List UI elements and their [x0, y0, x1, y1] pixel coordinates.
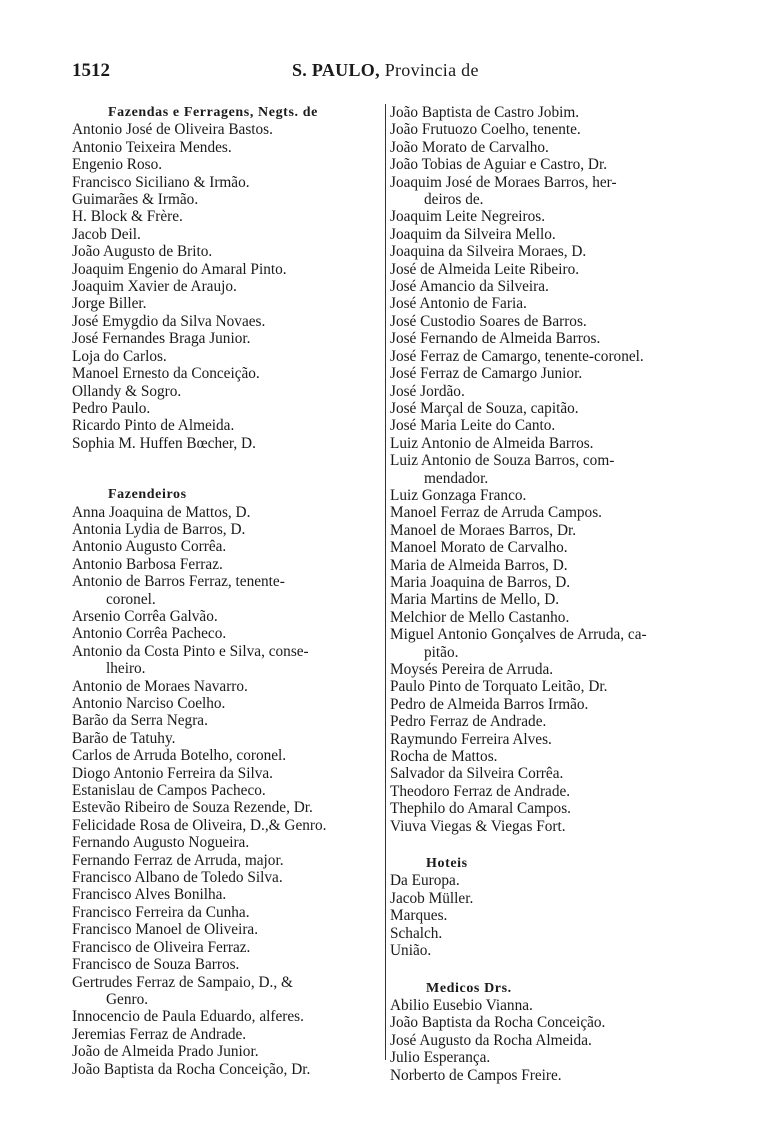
list-item: José Emygdio da Silva Novaes.	[72, 312, 266, 330]
list-item: João Augusto de Brito.	[72, 243, 213, 261]
entry-text: Joaquim José de Moraes Barros, her-	[390, 173, 617, 191]
list-item: Joaquim Xavier de Araujo.	[72, 278, 237, 296]
list-item: José Augusto da Rocha Almeida.	[390, 1031, 592, 1049]
list-item	[390, 208, 690, 225]
list-item	[390, 174, 690, 209]
entry-text: Maria de Almeida Barros, D.	[390, 556, 568, 574]
entry-text: Joaquina da Silveira Moraes, D.	[390, 243, 587, 261]
entry-text: Gertrudes Ferraz de Sampaio, D., &	[72, 973, 293, 991]
list-item	[390, 626, 690, 661]
list-item: Schalch.	[390, 924, 443, 942]
list-item: União.	[390, 942, 432, 960]
list-item	[390, 243, 690, 260]
entry-text: Antonio de Moraes Navarro.	[72, 677, 248, 695]
list-item	[72, 974, 380, 1009]
list-item	[390, 800, 690, 817]
list-item	[72, 556, 380, 573]
list-item	[390, 330, 690, 347]
entry-text: Francisco Ferreira da Cunha.	[72, 903, 250, 921]
section-heading: Medicos Drs.	[426, 980, 512, 996]
list-item	[390, 400, 690, 417]
section-gap	[72, 452, 380, 486]
list-item	[72, 834, 380, 851]
list-item	[390, 557, 690, 574]
list-item	[72, 921, 380, 938]
entry-text: Francisco de Souza Barros.	[72, 956, 240, 974]
list-item: Joaquim Engenio do Amaral Pinto.	[72, 260, 287, 278]
left-column	[72, 104, 380, 1078]
list-item	[390, 365, 690, 382]
list-item	[72, 695, 380, 712]
list-item	[390, 348, 690, 365]
section-heading: Fazendas e Ferragens, Negts. de	[108, 105, 318, 120]
entry-text: José Custodio Soares de Barros.	[390, 312, 587, 330]
entry-text: Thephilo do Amaral Campos.	[390, 800, 571, 818]
entry-text: Theodoro Ferraz de Andrade.	[390, 782, 571, 800]
fazendeiros-list-continued	[390, 104, 690, 835]
entry-text: Salvador da Silveira Corrêa.	[390, 765, 564, 783]
fazendeiros-list	[72, 504, 380, 1078]
list-item: Marques.	[390, 907, 448, 925]
place-name: S. PAULO,	[292, 60, 380, 80]
entry-text: Anna Joaquina de Mattos, D.	[72, 503, 251, 521]
entry-text: Antonio da Costa Pinto e Silva, conse-	[72, 642, 309, 660]
section-gap	[390, 960, 690, 980]
entry-text: Arsenio Corrêa Galvão.	[72, 607, 218, 625]
entry-text: José Marçal de Souza, capitão.	[390, 399, 579, 417]
list-item	[72, 1008, 380, 1025]
entry-text: José Antonio de Faria.	[390, 295, 527, 313]
list-item	[72, 956, 380, 973]
list-item	[390, 818, 690, 835]
entry-text: Estevão Ribeiro de Souza Rezende, Dr.	[72, 799, 313, 817]
list-item: Loja do Carlos.	[72, 347, 167, 365]
list-item: Ollandy & Sogro.	[72, 382, 182, 400]
list-item: Jacob Deil.	[72, 225, 141, 243]
column-divider	[385, 104, 386, 1060]
entry-text: Luiz Antonio de Souza Barros, com-	[390, 452, 615, 470]
entry-text: Antonio Barbosa Ferraz.	[72, 555, 223, 573]
entry-text: Maria Joaquina de Barros, D.	[390, 573, 571, 591]
list-item	[72, 765, 380, 782]
entry-text: Francisco Manoel de Oliveira.	[72, 921, 259, 939]
list-item	[390, 121, 690, 138]
entry-continuation: lheiro.	[106, 660, 146, 678]
entry-continuation: mendador.	[424, 469, 489, 487]
list-item	[72, 573, 380, 608]
entry-text: Fernando Ferraz de Arruda, major.	[72, 851, 284, 869]
entry-text: Paulo Pinto de Torquato Leitão, Dr.	[390, 678, 608, 696]
list-item: João Baptista da Rocha Conceição.	[390, 1014, 606, 1032]
section-heading: Fazendeiros	[108, 487, 187, 503]
list-item	[72, 747, 380, 764]
list-item	[72, 521, 380, 538]
entry-text: José Amancio da Silveira.	[390, 278, 549, 296]
list-item: Da Europa.	[390, 872, 460, 890]
entry-text: Maria Martins de Mello, D.	[390, 591, 560, 609]
fazendas-ferragens-list	[72, 121, 380, 452]
list-item	[390, 731, 690, 748]
entry-text: Francisco Alves Bonilha.	[72, 886, 227, 904]
entry-continuation: coronel.	[106, 590, 156, 608]
list-item	[390, 313, 690, 330]
list-item	[72, 869, 380, 886]
list-item: H. Block & Frère.	[72, 208, 183, 226]
list-item: Antonio Teixeira Mendes.	[72, 138, 232, 156]
list-item: Guimarães & Irmão.	[72, 191, 199, 209]
entry-text: Pedro de Almeida Barros Irmão.	[390, 695, 589, 713]
list-item	[72, 799, 380, 816]
list-item	[72, 538, 380, 555]
entry-text: Melchior de Mello Castanho.	[390, 608, 570, 626]
entry-text: Moysés Pereira de Arruda.	[390, 661, 554, 678]
entry-text: Manoel Morato de Carvalho.	[390, 539, 568, 557]
entry-text: Antonio Augusto Corrêa.	[72, 538, 227, 556]
entry-text: Francisco Albano de Toledo Silva.	[72, 869, 283, 887]
list-item	[72, 730, 380, 747]
list-item	[390, 278, 690, 295]
entry-text: João Baptista de Castro Jobim.	[390, 104, 580, 121]
entry-text: Carlos de Arruda Botelho, coronel.	[72, 747, 287, 765]
list-item	[390, 696, 690, 713]
list-item: Julio Esperança.	[390, 1049, 491, 1067]
list-item	[72, 1026, 380, 1043]
entry-text: Barão de Tatuhy.	[72, 729, 176, 747]
list-item	[72, 625, 380, 642]
page-number: 1512	[72, 60, 110, 81]
list-item: Jacob Müller.	[390, 889, 474, 907]
entry-text: Pedro Ferraz de Andrade.	[390, 713, 547, 731]
entry-text: João Tobias de Aguiar e Castro, Dr.	[390, 156, 608, 174]
entry-text: João de Almeida Prado Junior.	[72, 1043, 259, 1061]
list-item	[390, 522, 690, 539]
list-item	[390, 139, 690, 156]
list-item	[72, 712, 380, 729]
entry-text: Antonio Corrêa Pacheco.	[72, 625, 227, 643]
list-item	[72, 504, 380, 521]
list-item	[390, 383, 690, 400]
entry-text: Felicidade Rosa de Oliveira, D.,& Genro.	[72, 816, 327, 834]
entry-text: Jeremias Ferraz de Andrade.	[72, 1025, 247, 1043]
entry-text: Innocencio de Paula Eduardo, alferes.	[72, 1008, 304, 1026]
list-item: Engenio Roso.	[72, 156, 163, 174]
entry-text: Joaquim Leite Negreiros.	[390, 208, 546, 226]
list-item	[72, 1043, 380, 1060]
list-item	[390, 452, 690, 487]
entry-continuation: deiros de.	[424, 191, 484, 209]
province-label: Provincia de	[384, 60, 479, 80]
list-item	[390, 261, 690, 278]
list-item	[390, 661, 690, 678]
list-item	[390, 295, 690, 312]
entry-text: José Ferraz de Camargo Junior.	[390, 365, 583, 383]
list-item	[390, 609, 690, 626]
section-gap	[390, 835, 690, 855]
entry-continuation: Genro.	[106, 990, 149, 1008]
list-item	[390, 574, 690, 591]
list-item	[390, 504, 690, 521]
list-item	[390, 417, 690, 434]
list-item	[390, 713, 690, 730]
list-item	[390, 226, 690, 243]
entry-text: Antonia Lydia de Barros, D.	[72, 520, 246, 538]
entry-text: Estanislau de Campos Pacheco.	[72, 782, 266, 800]
entry-text: José Fernando de Almeida Barros.	[390, 330, 601, 348]
entry-text: Joaquim da Silveira Mello.	[390, 225, 556, 243]
entry-text: Antonio de Barros Ferraz, tenente-	[72, 573, 285, 591]
list-item	[390, 765, 690, 782]
page-header	[72, 60, 692, 86]
list-item: José Fernandes Braga Junior.	[72, 330, 251, 348]
entry-text: João Frutuozo Coelho, tenente.	[390, 121, 581, 139]
entry-text: João Morato de Carvalho.	[390, 138, 549, 156]
list-item: Norberto de Campos Freire.	[390, 1066, 562, 1084]
list-item	[390, 156, 690, 173]
list-item	[390, 783, 690, 800]
list-item	[390, 678, 690, 695]
list-item: Sophia M. Huffen Bœcher, D.	[72, 434, 256, 452]
list-item	[72, 886, 380, 903]
list-item: Manoel Ernesto da Conceição.	[72, 365, 260, 383]
entry-text: Fernando Augusto Nogueira.	[72, 834, 250, 852]
entry-text: José Ferraz de Camargo, tenente-coronel.	[390, 347, 644, 365]
entry-text: Viuva Viegas & Viegas Fort.	[390, 817, 566, 835]
list-item: Ricardo Pinto de Almeida.	[72, 417, 235, 435]
list-item	[72, 817, 380, 834]
list-item	[72, 852, 380, 869]
medicos-list	[390, 997, 690, 1084]
hoteis-list	[390, 872, 690, 959]
entry-text: Barão da Serra Negra.	[72, 712, 208, 730]
list-item	[390, 539, 690, 556]
list-item	[390, 748, 690, 765]
right-column	[390, 104, 690, 1084]
entry-text: João Baptista da Rocha Conceição, Dr.	[72, 1060, 311, 1078]
list-item	[72, 643, 380, 678]
list-item	[390, 104, 690, 121]
list-item	[72, 608, 380, 625]
entry-text: Antonio Narciso Coelho.	[72, 695, 226, 712]
list-item: Abilio Eusebio Vianna.	[390, 996, 533, 1014]
list-item	[390, 487, 690, 504]
section-heading: Hoteis	[426, 856, 468, 872]
list-item	[72, 782, 380, 799]
entry-text: José de Almeida Leite Ribeiro.	[390, 260, 580, 278]
entry-continuation: pitão.	[424, 643, 459, 661]
entry-text: José Maria Leite do Canto.	[390, 417, 556, 435]
running-title	[292, 60, 479, 81]
entry-text: José Jordão.	[390, 382, 465, 400]
entry-text: Francisco de Oliveira Ferraz.	[72, 938, 251, 956]
list-item: Antonio José de Oliveira Bastos.	[72, 121, 273, 139]
list-item	[72, 678, 380, 695]
entry-text: Luiz Antonio de Almeida Barros.	[390, 434, 594, 452]
list-item	[72, 939, 380, 956]
list-item	[390, 591, 690, 608]
list-item: Pedro Paulo.	[72, 399, 151, 417]
list-item: Jorge Biller.	[72, 295, 147, 313]
entry-text: Miguel Antonio Gonçalves de Arruda, ca-	[390, 626, 647, 644]
entry-text: Raymundo Ferreira Alves.	[390, 730, 552, 748]
list-item	[72, 904, 380, 921]
entry-text: Luiz Gonzaga Franco.	[390, 486, 527, 504]
list-item	[390, 435, 690, 452]
list-item: Francisco Siciliano & Irmão.	[72, 173, 250, 191]
list-item	[72, 1061, 380, 1078]
entry-text: Manoel de Moraes Barros, Dr.	[390, 521, 577, 539]
entry-text: Diogo Antonio Ferreira da Silva.	[72, 764, 273, 782]
entry-text: Rocha de Mattos.	[390, 748, 498, 766]
entry-text: Manoel Ferraz de Arruda Campos.	[390, 504, 602, 522]
